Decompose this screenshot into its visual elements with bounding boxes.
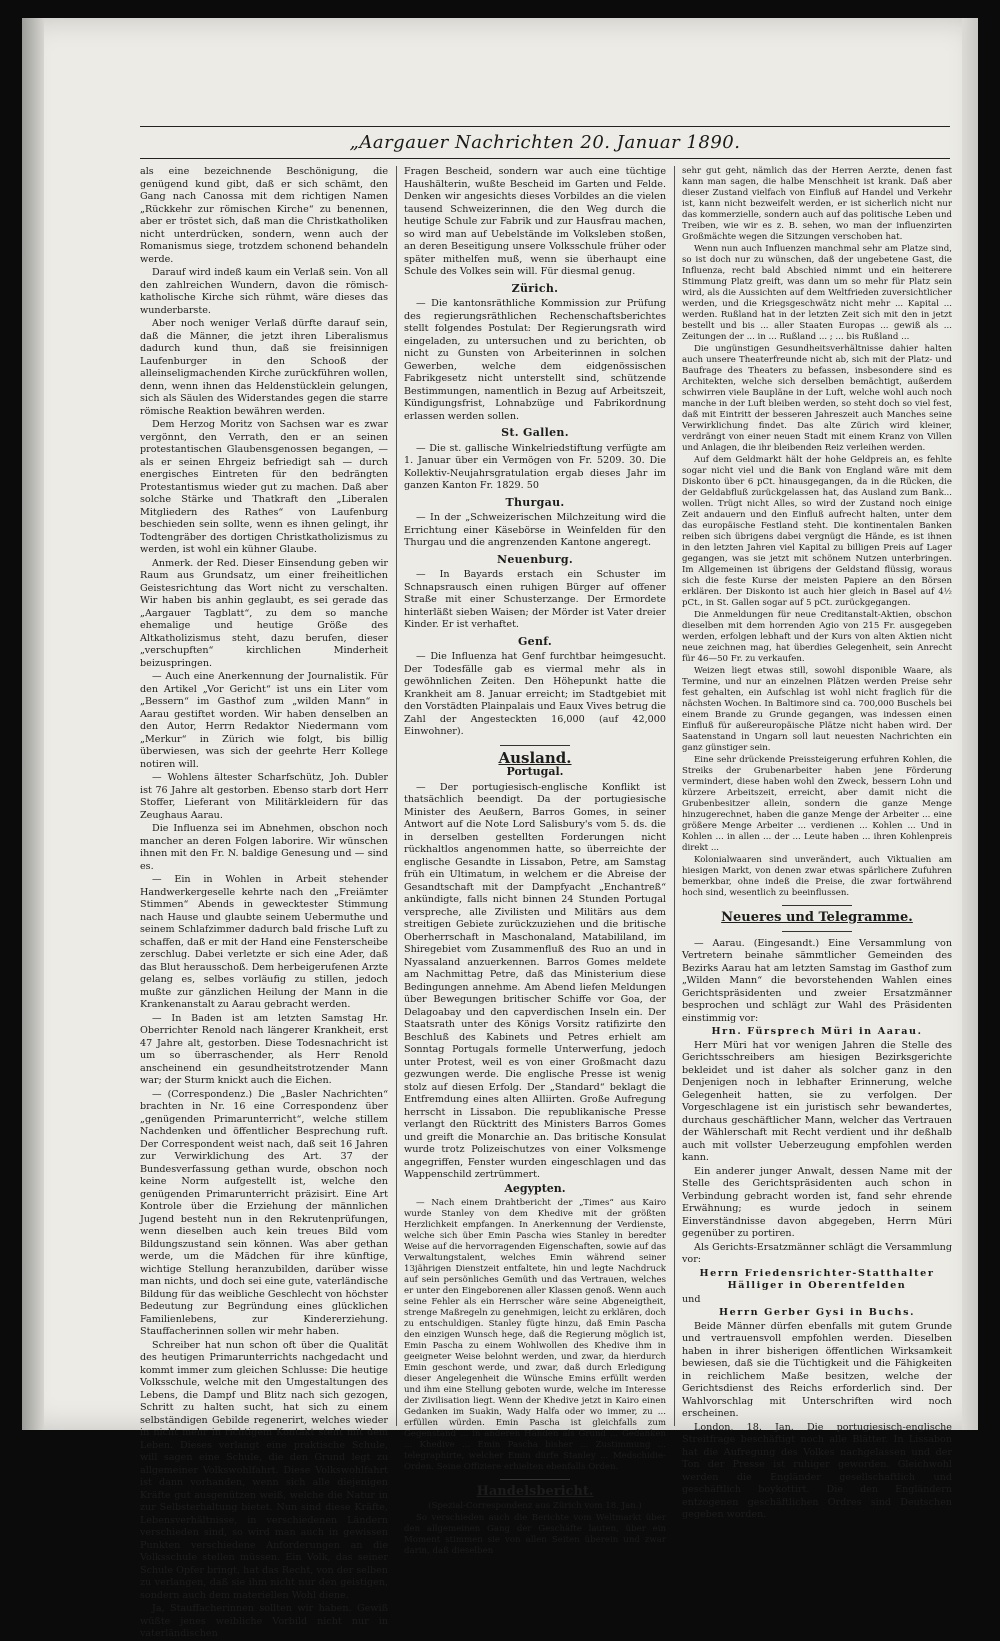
article-paragraph: Ja, Stauffacherinnen sollten wir haben. Gewiß wüßte jenes weibliche Vorbild nicht nur in vaterländischen	[140, 1603, 388, 1639]
article-paragraph: Als Gerichts-Ersatzmänner schlägt die Versammlung vor:	[682, 1241, 952, 1265]
news-item: — Der portugiesisch-englische Konflikt ist thatsächlich beendigt. Da der portugiesische Minister des Aeußern, Barros Gomes, in seiner Antwort auf die Note Lord Salisbury's vom 5. ds. die in derselben gestellten Forderungen nicht rückhaltlos angenommen hatte, so überreichte der englische Gesandte in Lissabon, Petre, am Samstag früh ein Ultimatum, in welchem er die Abreise der Gesandtschaft mit der Dampfyacht „Enchantreß“ ankündigte, falls nicht binnen 24 Stunden Portugal verspreche, alle Zivilisten und Militärs aus dem streitigen Gebiete zurückzuziehen und die britische Oberherrschaft in Maschonaland, Matabililand, im Shiregebiet vom Zusammenfluß des Ruo an und in Nyassaland anzuerkennen. Barros Gomes meldete am Nachmittag Petre, daß das Ministerium diese Bedingungen annehme. Am Abend liefen Meldungen über Bewegungen britischer Schiffe vor Goa, der Delagoabay und den capverdischen Inseln ein. Der Staatsrath unter des Königs Vorsitz ratifizirte den Beschluß des Kabinets und Petres erhielt am Sonntag Portugals formelle Unterwerfung, jedoch unter Protest, weil es von einer Großmacht dazu gezwungen werde. Die englische Presse ist wenig stolz auf diesen Erfolg. Der „Standard“ beklagt die Entfremdung eines alten Alliirten. Große Aufregung herrscht in Lissabon. Die republikanische Presse verlangt den Rücktritt des Ministers Barros Gomes und greift die Monarchie an. Das britische Konsulat wurde trotz Polizeischutzes von einer Volksmenge angegriffen, Fenster wurden eingeschlagen und das Wappenschild zertrümmert.	[404, 781, 666, 1180]
article-paragraph: Eine sehr drückende Preissteigerung erfuhren Kohlen, die Streiks der Grubenarbeiter haben jene Förderung vermindert, diese haben wohl den Zweck, bessern Lohn und kürzere Arbeitszeit, erreicht, aber damit nicht die Grubenbesitzer allein, sondern die ganze Menge hinzugerechnet, haben die ganze Menge der Arbeiter ... eine größere Menge Arbeiter ... verdienen ... Kohlen ... Und in Kohlen ... in allen ... der ... Leute haben ... ihren Kohlenpreis direkt ...	[682, 755, 952, 853]
header-rule-bottom	[140, 158, 950, 159]
news-item: — Aarau. (Eingesandt.) Eine Versammlung von Vertretern beinahe sämmtlicher Gemeinden des Bezirks Aarau hat am letzten Samstag im Gasthof zum „Wilden Mann“ die bevorstehenden Wahlen eines Gerichtspräsidenten und zweier Ersatzmänner besprochen und schlägt zur Wahl des Präsidenten einstimmig vor:	[682, 937, 952, 1024]
separator-rule	[500, 745, 570, 746]
section-heading-portugal: Portugal.	[506, 765, 564, 778]
article-paragraph: als eine bezeichnende Beschönigung, die genügend kund gibt, daß er sich schämt, den Gang nach Canossa mit dem richtigen Namen „Rückkehr zur römischen Kirche“ zu benennen, aber er tröstet sich, daß man die Christkatholiken nicht unterdrücken, sondern, wenn auch der Romanismus siege, trotzdem schonend behandeln werde.	[140, 166, 388, 265]
header-rule-top	[140, 126, 950, 127]
news-item: — Die Influenza hat Genf furchtbar heimgesucht. Der Todesfälle gab es viermal mehr als in gewöhnlichen Zeiten. Den Höhepunkt hatte die Krankheit am 8. Januar erreicht; im Stadtgebiet mit den Vorstädten Plainpalais und Eaux Vives betrug die Zahl der Angesteckten 16,000 (auf 42,000 Einwohner).	[404, 651, 666, 737]
news-item: — Die kantonsräthliche Kommission zur Prüfung des regierungsräthlichen Rechenschaftsberichtes stellt folgendes Postulat: Der Regierungsrath wird eingeladen, zu untersuchen und zu berichten, ob nicht zu Gunsten von Arbeiterinnen in solchen Gewerben, welche dem eidgenössischen Fabrikgesetz nicht unterstellt sind, schützende Bestimmungen, namentlich in Bezug auf Arbeitszeit, Kündigungsfrist, Lohnabzüge und Fabrikordnung erlassen werden sollen.	[404, 298, 666, 422]
section-heading-aegypten: Aegypten.	[504, 1181, 566, 1195]
article-paragraph: Beide Männer dürfen ebenfalls mit gutem Grunde und vertrauensvoll empfohlen werden. Dieselben haben in ihrer bisherigen öffentlichen Wirksamkeit bewiesen, daß sie die Tüchtigkeit und die Fähigkeiten in reichlichem Maße besitzen, welche der Gerichtsdienst des Reichs erforderlich sind. Der Wahlvorschlag mit Unterschriften wird noch erscheinen.	[682, 1320, 952, 1419]
section-heading-genf: Genf.	[517, 634, 553, 648]
article-paragraph: Fragen Bescheid, sondern war auch eine tüchtige Haushälterin, wußte Bescheid im Garten und Felde. Denken wir angesichts dieses Vorbildes an die vielen tausend Schweizerinnen, die den Weg durch die heutige Schule zur Fabrik und zur Hausfrau machen, so wird man auf Uebelstände im Volksleben stoßen, an deren Beseitigung unsere Volksschule früher oder später mithelfen muß, wenn sie überhaupt eine Schule des Volkes sein will. Für diesmal genug.	[404, 166, 666, 277]
news-item: — Ein in Wohlen in Arbeit stehender Handwerkergeselle kehrte nach den „Freiämter Stimmen“ Abends in gewecktester Stimmung nach Hause und glaubte seinem Uebermuthe und seinem Schlafzimmer dadurch bald frische Luft zu schaffen, daß er mit der Hand eine Fensterscheibe zerschlug. Dabei verletzte er sich eine Ader, daß das Blut herausschoß. Dem herbeigerufenen Arzte gelang es, selbes vorläufig zu stillen, jedoch mußte zur gänzlichen Heilung der Mann in die Krankenanstalt zu Aarau gebracht werden.	[140, 874, 388, 1010]
section-heading-zurich: Zürich.	[511, 281, 559, 295]
article-paragraph: So verschieden auch die Berichte vom Weltmarkt über den allgemeinen Gang der Geschäfte lauten, über ein Moment stimmen sie von allen Seiten überein und zwar darin, daß dieselben	[404, 1512, 666, 1556]
news-item: — (Correspondenz.) Die „Basler Nachrichten“ brachten in Nr. 16 eine Correspondenz über „genügenden Primarunterricht“, welche stillem Nachdenken und öffentlicher Besprechung ruft. Der Correspondent weist nach, daß seit 16 Jahren zur Verwirklichung des Art. 37 der Bundesverfassung gethan wurde, obschon noch keine Norm aufgestellt ist, welche den genügenden Primarunterricht präzisirt. Eine Art Kontrole über die Erziehung der männlichen Jugend besteht nun in den Rekrutenprüfungen, wenn dieselben auch kein treues Bild vom Bildungszustand sein können. Was aber gethan werde, um die Mädchen für ihre künftige, wichtige Stellung heranzubilden, darüber wisse man nichts, und doch sei eine gute, vaterländische Bildung für das weibliche Geschlecht von höchster Bedeutung zur Begründung eines glücklichen Familienlebens, zur Kindererziehung. Stauffacherinnen sollen wir mehr haben.	[140, 1088, 388, 1337]
separator-rule	[782, 931, 852, 932]
article-paragraph: Die ungünstigen Gesundheitsverhältnisse dahier halten auch unsere Theaterfreunde nicht ab, sich mit der Platz- und Baufrage des Theaters zu befassen, insbesondere sind es Architekten, welche sich derselben bemächtigt, außerdem schwirren viele Baupläne in der Luft, welche wohl auch noch manche in der Luft bleiben werden, so steht doch so viel fest, daß mit Eintritt der besseren Jahreszeit auch Manches seine Verwirklichung findet. Das alte Zürich wird kleiner, verdrängt von einer neuen Stadt mit einem Kranz von Villen und Anlagen, die ihr bleibenden Reiz verleihen werden.	[682, 344, 952, 453]
news-item: Die Influenza sei im Abnehmen, obschon noch mancher an deren Folgen laborire. Wir wünschen ihnen mit den Fr. N. baldige Genesung und — sind es.	[140, 823, 388, 872]
article-paragraph: Darauf wird indeß kaum ein Verlaß sein. Von all den zahlreichen Wundern, davon die römisch-katholische Kirche sich rühmt, wäre dieses das wunderbarste.	[140, 267, 388, 316]
article-paragraph: Wenn nun auch Influenzen manchmal sehr am Platze sind, so ist doch nur zu wünschen, daß der ungebetene Gast, die Influenza, recht bald Abschied nimmt und ein heiterere Stimmung Platz greift, was dann um so mehr für Platz sein wird, als die Aussichten auf dem Weltfrieden zuversichtlicher werden, und die Kriegsgeschwätz nicht mehr ... Kapital ... werden. Rußland hat in der letzten Zeit sich mit den in jetzt bestellt und bis ... aller Staaten Europas ... gewiß als ... Zeitungen der ... in ... Rußland ... ; ... bis Rußland ...	[682, 244, 952, 342]
article-paragraph: Schreiber hat nun schon oft über die Qualität des heutigen Primarunterrichts nachgedacht und kommt immer zum gleichen Schlusse: Die heutige Volksschule, welche mit den Umgestaltungen des Lebens, die Dampf und Blitz nach sich gezogen, Schritt zu halten sucht, hat sich zu einem selbständigen Gebilde regenerirt, welches wieder in nicht mehr in richtigem Kontakt steht mit dem Leben. Dieses verlangt eine praktische Schule, will sagen eine Schule, die den Grund legt zu allgemeiner Volkswohlfahrt. Diese Volkswohlfahrt ist dann vorhanden, wenn sich alle diejenigen Kräfte gut ausgenützen weiß, welche die Natur in zur Selbsterhaltung bietet. Nun sind diese Kräfte, Lebensverhältnisse, in verschiedenen Ländern verschieden sind, so wird man auch in gewissen Punkten verschiedene Anforderungen an die Volksschule stellen müssen. Ein Volk, das seiner Schule Opfer bringt, hat das Recht, von der selben zu verlangen, daß sie ihm nicht nur den geistigen, sondern auch dem materiellen Wohl diene.	[140, 1339, 388, 1601]
editor-note: Anmerk. der Red. Dieser Einsendung geben wir Raum aus Grundsatz, um einer freiheitlichen Geistesrichtung das Wort nicht zu verschalten. Wir haben bis anhin geglaubt, es sei gerade das „Aargauer Tagblatt“, zu dem so manche ehemalige und heutige Größe des Altkatholizismus steht, dazu berufen, dieser „verschupften“ kirchlichen Minderheit beizuspringen.	[140, 557, 388, 669]
separator-rule	[782, 905, 852, 906]
article-paragraph: sehr gut geht, nämlich das der Herren Aerzte, denen fast kann man sagen, die halbe Menschheit ist krank. Daß aber dieser Zustand vielfach von Einfluß auf Handel und Verkehr ist, kann nicht bezweifelt werden, er ist sicherlich nicht nur das kommerzielle, sondern auch auf das politische Leben und Treiben, wie wir es z. B. sehen, wo man der influenzirten Großmächte wegen die Sitzungen verschoben hat.	[682, 166, 952, 242]
page-edge	[962, 18, 978, 1430]
article-paragraph: Dem Herzog Moritz von Sachsen war es zwar vergönnt, den Verrath, den er an seinen protestantischen Glaubensgenossen begangen, — als er seinen Ehrgeiz befriedigt sah — durch energisches Eintreten für den bedrängten Protestantismus wieder gut zu machen. Daß aber solche Stärke und Thatkraft den „Liberalen Mitgliedern des Rathes“ von Laufenburg beschieden sein sollte, wenn es ihnen gelingt, ihr Todtengräber des dortigen Christkatholizismus zu werden, ist wohl ein kühner Glaube.	[140, 419, 388, 555]
article-paragraph: Weizen liegt etwas still, sowohl disponible Waare, als Termine, und nur an einzelnen Plätzen werden Preise sehr fest gehalten, ein Aufschlag ist wohl nicht fraglich für die nächsten Wochen. In Baltimore sind ca. 700,000 Buschels bei einem Brande zu Grunde gegangen, was indessen einen Einfluß für außereuropäische Plätze nicht haben wird. Der Saatenstand in Ungarn soll laut neuesten Nachrichten ein ganz günstiger sein.	[682, 666, 952, 753]
section-heading-stgallen: St. Gallen.	[501, 426, 569, 439]
news-item: — In Baden ist am letzten Samstag Hr. Oberrichter Renold nach längerer Krankheit, erst 47 Jahre alt, gestorben. Diese Todesnachricht ist um so überraschender, als Herr Renold anscheinend ein gesundheitstrotzender Mann war; der Sturm knickt auch die Eichen.	[140, 1012, 388, 1086]
column-divider	[674, 166, 675, 1426]
section-heading-ausland: Ausland.	[498, 748, 572, 767]
header-title: „Aargauer Nachrichten 20. Januar 1890.	[349, 132, 741, 153]
news-item: — Nach einem Drahtbericht der „Times“ aus Kairo wurde Stanley von dem Khedive mit der größten Herzlichkeit empfangen. In Anerkennung der Verdienste, welche sich über Emin Pascha wies Stanley in beredter Weise auf die hervorragenden Eigenschaften, sowie auf das Verwaltungstalent, welches Emin während seiner 13jährigen Dienstzeit entfaltete, hin und legte Nachdruck auf sein persönliches Gemüth und das Vertrauen, welches er unter den Eingeborenen aller Klassen genoß. Wenn auch seine Fehler als ein Herrscher wäre seine Abgeneigtheit, strenge Maßregeln zu genehmigen, leicht zu erklären, doch zu entschuldigen. Stanley fügte hinzu, daß Emin Pascha den einzigen Wunsch hege, daß die Regierung möglich ist, Emin Pascha zu einem Wohlwollen des Khedive ihm in geeigneter Weise belohnt werden, und zwar, da hierdurch Emin geschont werde, und zwar, daß durch Erledigung dieser Angelegenheit die Wünsche Emins erfüllt werden und ihm eine Stellung geboten wurde, welche im Interesse der Zivilisation liegt. Wenn der Khedive jetzt in Kairo einen Gedanken im Suakin, Wady Halfa oder wo immer, zu ... erfüllen würden. Emin Pascha ist gleichfalls zum Gegenstand ... in anderen Händen als Grund ... Gedanken ... Khedive ... Emin Pascha bisher ... Zustimmung ... telegraphirte, welcher Emin dürfe Stanley ... Medschidie-Orden. Seine Offiziere erhielten ebenfalls Orden.	[404, 1198, 666, 1472]
news-item: — In der „Schweizerischen Milchzeitung wird die Errichtung einer Käsebörse in Weinfelden für den Thurgau und die angrenzenden Kantone angeregt.	[404, 512, 666, 548]
column-left	[140, 166, 388, 1639]
article-paragraph: Ein anderer junger Anwalt, dessen Name mit der Stelle des Gerichtspräsidenten auch schon in Verbindung gebracht worden ist, fand sehr ehrende Erwähnung; es wurde jedoch in seinem Einverständnisse davon abgegeben, Herrn Müri gegenüber zu portiren.	[682, 1165, 952, 1239]
column-right	[682, 166, 952, 1520]
newspaper-page	[22, 18, 978, 1639]
candidate-line: Hrn. Fürsprech Müri in Aarau.	[711, 1026, 923, 1037]
article-paragraph: Herr Müri hat vor wenigen Jahren die Stelle des Gerichtsschreibers am hiesigen Bezirksgerichte bekleidet und ist daher als solcher ganz in den Denjenigen noch in lebhafter Erinnerung, welche Gelegenheit hatten, sie zu verfolgen. Der Vorgeschlagene ist ein juristisch sehr bewandertes, durchaus geschäftlicher Mann, welcher das Vertrauen der Wählerschaft mit Recht verdient und ihr deßhalb auch mit vollster Ueberzeugung empfohlen werden kann.	[682, 1039, 952, 1163]
separator-rule	[500, 1479, 570, 1480]
column-middle	[404, 166, 666, 1556]
candidate-line: Herrn Friedensrichter-Statthalter Hälliger in Oberentfelden	[699, 1267, 935, 1291]
article-paragraph: Aber noch weniger Verlaß dürfte darauf sein, daß die Männer, die jetzt ihren Liberalismus dadurch kund thun, daß sie freisinnigen Laufenburger in den Schooß der alleinseligmachenden Kirche zurückführen wollen, denn, wenn ihnen das Heldenstücklein gelungen, sich als Säulen des Widerstandes gegen die starre römische Reaktion bewähren werden.	[140, 318, 388, 417]
news-item: — Die st. gallische Winkelriedstiftung verfügte am 1. Januar über ein Vermögen von Fr. 5209. 30. Die Kollektiv-Neujahrsgratulation ergab dieses Jahr im ganzen Kanton Fr. 1829. 50	[404, 442, 666, 491]
news-item: — In Bayards erstach ein Schuster im Schnapsrausch einen ruhigen Bürger auf offener Straße mit einer Schusterzange. Der Ermordete hinterläßt sieben Waisen; der Mörder ist Vater dreier Kinder. Er ist verhaftet.	[404, 569, 666, 630]
column-divider	[396, 166, 397, 1426]
news-item: — Wohlens ältester Scharfschütz, Joh. Dubler ist 76 Jahre alt gestorben. Ebenso starb dort Herr Stoffer, Lieferant von Militärkleidern für das Zeughaus Aarau.	[140, 772, 388, 821]
binding-edge	[22, 18, 44, 1430]
conjunction: und	[682, 1293, 701, 1305]
section-heading-thurgau: Thurgau.	[505, 495, 565, 509]
news-item: London, 18. Jan. Die portugiesisch-englische Streitfrage beschäftigt noch alle Blätter. In Lissabon hat die Aufregung des Volkes nachgelassen und der Ton der Presse ist ruhiger geworden. Gleichwohl werden die Engländer gesellschaftlich und geschäftlich boykottirt. Die den Engländern entzogenen geschäftlichen Ordres sind Deutschen gegeben worden.	[682, 1421, 952, 1520]
dateline: (Spezial-Correspondenz aus Zürich vom 18. Jan.)	[428, 1500, 642, 1511]
section-heading-neuenburg: Neuenburg.	[496, 552, 574, 566]
article-paragraph: Kolonialwaaren sind unverändert, auch Viktualien am hiesigen Markt, von denen zwar etwas spärlichere Zufuhren bemerkbar, ohne indeß die Preise, die zwar fortwährend hoch sind, wesentlich zu beeinflussen.	[682, 855, 952, 898]
article-paragraph: Die Anmeldungen für neue Creditanstalt-Aktien, obschon dieselben mit dem horrenden Agio von 215 Fr. ausgegeben werden, erfolgen lebhaft und der Kurs von alten Aktien nicht neue zeichnen mag, hat überdies Gelegenheit, sein Anrecht für 46—50 Fr. zu verkaufen.	[682, 610, 952, 664]
section-heading-neueres: Neueres und Telegramme.	[721, 910, 913, 925]
page-header	[140, 112, 950, 158]
section-heading-handelsbericht: Handelsbericht.	[476, 1484, 594, 1499]
article-paragraph: Auf dem Geldmarkt hält der hohe Geldpreis an, es fehlte sogar nicht viel und die Bank von England wäre mit dem Diskonto über 6 pCt. hinausgegangen, da in die Rücken, die der Geldabfluß zurückgelassen hat, das Ausland zum Bank... wollen. Trügt nicht Alles, so wird der Zustand noch einige Zeit andauern und den Einfluß aufrecht halten, unter dem das europäische Festland steht. Die kontinentalen Banken reiben sich übrigens dabei vergnügt die Hände, es ist ihnen in den letzten Jahren viel Kapital zu billigen Preis auf Lager gegangen, was sie jetzt mit schönem Nutzen unterbringen. Im Allgemeinen ist übrigens der Geldstand flüssig, woraus sich die feste Kurse der meisten Papiere an den Börsen erklären. Der Diskonto ist auch hier gleich in Basel auf 4½ pCt., in St. Gallen sogar auf 5 pCt. zurückgegangen.	[682, 455, 952, 608]
news-item: — Auch eine Anerkennung der Journalistik. Für den Artikel „Vor Gericht“ ist uns ein Liter vom „Bessern“ im Gasthof zum „wilden Mann“ in Aarau gestiftet worden. Wir haben denselben an den Autor, Herrn Redaktor Niedermann vom „Merkur“ in Zürich wie folgt, bis billig überwiesen, was sich der geehrte Herr Kollege notiren will.	[140, 671, 388, 770]
candidate-line: Herrn Gerber Gysi in Buchs.	[718, 1307, 916, 1318]
